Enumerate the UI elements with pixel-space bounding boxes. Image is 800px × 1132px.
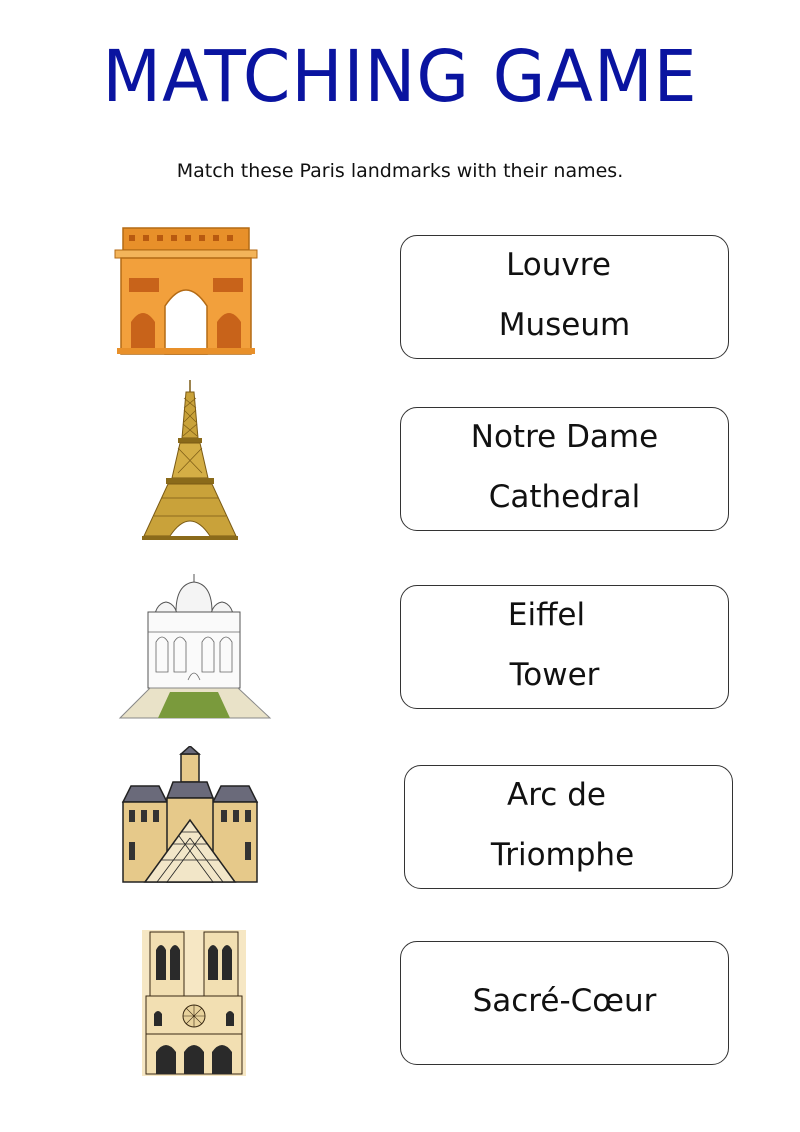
card-label-line2: Triomphe	[490, 837, 635, 873]
sacre-coeur-icon[interactable]	[114, 572, 274, 722]
card-label-line1: Arc de	[507, 777, 606, 813]
card-label-line1: Louvre	[506, 247, 611, 283]
name-card-eiffel-tower[interactable]	[400, 585, 729, 709]
card-label-line2: Tower	[509, 657, 600, 693]
card-label-line2: Cathedral	[488, 479, 641, 515]
louvre-icon[interactable]	[121, 746, 259, 884]
card-label-line1: Notre Dame	[470, 419, 659, 455]
name-card-notre-dame-cathedral[interactable]	[400, 407, 729, 531]
name-card-louvre-museum[interactable]	[400, 235, 729, 359]
card-label-line2: Museum	[498, 307, 631, 343]
card-label-line1: Sacré-Cœur	[472, 983, 657, 1019]
instructions: Match these Paris landmarks with their names.	[176, 160, 624, 182]
page-title: MATCHING GAME	[102, 36, 698, 119]
name-card-sacre-coeur[interactable]	[400, 941, 729, 1065]
arc-de-triomphe-icon[interactable]	[113, 226, 259, 356]
notre-dame-icon[interactable]	[142, 930, 246, 1076]
name-card-arc-de-triomphe[interactable]	[404, 765, 733, 889]
card-label-line1: Eiffel	[507, 597, 586, 633]
eiffel-tower-icon[interactable]	[140, 378, 240, 542]
